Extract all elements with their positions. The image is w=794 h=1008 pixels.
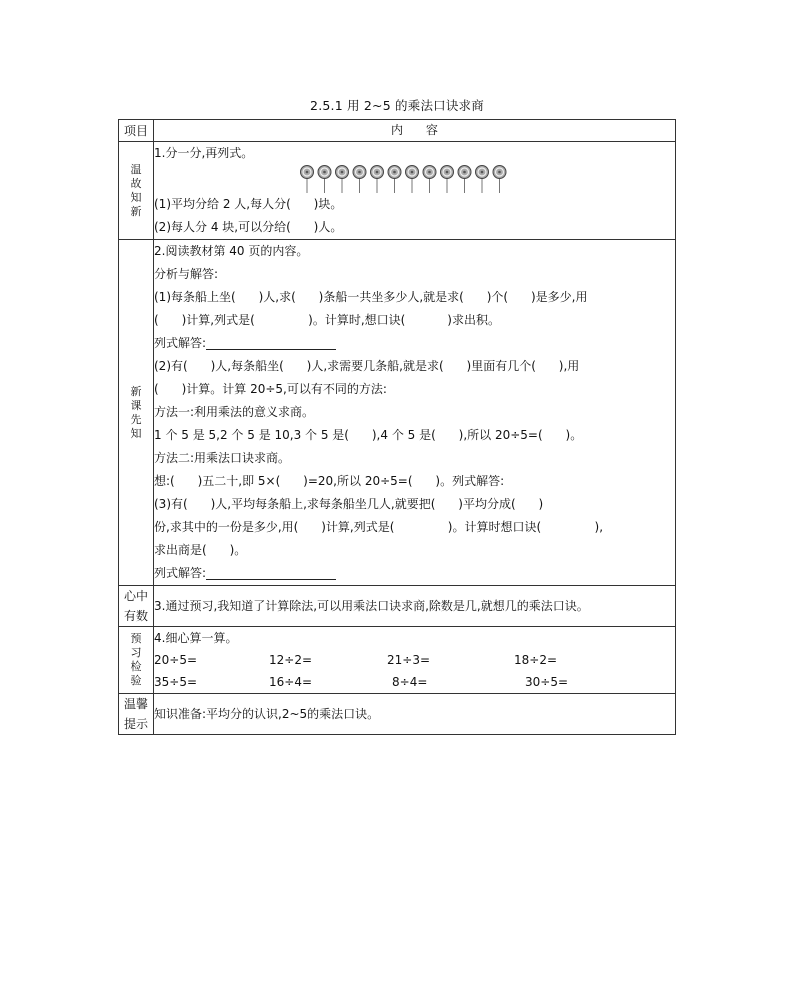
lollipop-icon (336, 166, 349, 194)
row-summary-label: 心中 有数 (123, 589, 148, 623)
row-check-label: 预 习 检 验 (130, 632, 142, 687)
row-review-content (154, 142, 676, 240)
header-item-cell (119, 120, 154, 142)
review-question-2: (2)每人分 4 块,可以分给( )人。 (154, 220, 343, 234)
row-preview-content (154, 240, 676, 586)
preview-line: (1)每条船上坐( )人,求( )条船一共坐多少人,就是求( )个( )是多少,用 (154, 290, 588, 304)
lollipop-icon (371, 166, 384, 194)
page-title: 2.5.1 用 2~5 的乘法口诀求商 (310, 98, 484, 113)
row-tip-label-cell (119, 694, 154, 735)
row-check-content (154, 627, 676, 694)
lollipop-icon (301, 166, 314, 194)
preview-line: 方法二:用乘法口诀求商。 (154, 451, 291, 465)
header-content-cell (154, 120, 676, 142)
preview-line: 想:( )五二十,即 5×( )=20,所以 20÷5=( )。列式解答: (154, 474, 505, 488)
worksheet-table (118, 119, 676, 735)
row-summary (119, 586, 676, 627)
row-tip-label: 温馨 提示 (123, 697, 148, 731)
tip-text: 知识准备:平均分的认识,2~5的乘法口诀。 (154, 706, 380, 721)
answer-line-2: 列式解答: (154, 562, 675, 585)
row-review (119, 142, 676, 240)
check-heading: 4.细心算一算。 (154, 631, 238, 645)
row-summary-content (154, 586, 676, 627)
row-summary-label-cell (119, 586, 154, 627)
answer-underline[interactable] (206, 565, 336, 580)
preview-line: (2)有( )人,每条船坐( )人,求需要几条船,就是求( )里面有几个( ),用 (154, 359, 580, 373)
lollipop-icon (493, 166, 506, 194)
preview-line: 1 个 5 是 5,2 个 5 是 10,3 个 5 是( ),4 个 5 是( ),所以 20÷5=( )。 (154, 428, 583, 442)
preview-line: 分析与解答: (154, 267, 219, 281)
row-preview (119, 240, 676, 586)
preview-line: 方法一:利用乘法的意义求商。 (154, 405, 315, 419)
row-tip (119, 694, 676, 735)
lollipop-icon (388, 166, 401, 194)
calc-item: 35÷5= (154, 675, 198, 689)
calc-item: 16÷4= (269, 675, 313, 689)
preview-line: 份,求其中的一份是多少,用( )计算,列式是( )。计算时想口诀( ), (154, 520, 604, 534)
review-question-1: (1)平均分给 2 人,每人分( )块。 (154, 197, 343, 211)
lollipop-icon (423, 166, 436, 194)
calc-item: 12÷2= (269, 653, 313, 667)
calc-row-b (154, 671, 675, 693)
calc-item: 30÷5= (525, 675, 569, 689)
summary-text: 3.通过预习,我知道了计算除法,可以用乘法口诀求商,除数是几,就想几的乘法口诀。 (154, 598, 589, 613)
preview-line: 2.阅读教材第 40 页的内容。 (154, 244, 309, 258)
calc-item: 21÷3= (387, 653, 431, 667)
calc-item: 8÷4= (392, 675, 428, 689)
header-row (119, 120, 676, 142)
calc-item: 20÷5= (154, 653, 198, 667)
row-review-label: 温 故 知 新 (130, 162, 142, 218)
row-preview-label: 新 课 先 知 (130, 384, 142, 440)
calc-row-a (154, 649, 675, 671)
preview-line: ( )计算,列式是( )。计算时,想口诀( )求出积。 (154, 313, 500, 327)
answer-line-1: 列式解答: (154, 332, 675, 355)
lollipop-illustration (154, 165, 675, 193)
header-item-label: 项目 (123, 123, 148, 138)
lollipop-icon (458, 166, 471, 194)
answer-underline[interactable] (206, 335, 336, 350)
preview-line: (3)有( )人,平均每条船上,求每条船坐几人,就要把( )平均分成( ) (154, 497, 544, 511)
calc-item: 18÷2= (514, 653, 558, 667)
preview-line: 求出商是( )。 (154, 543, 247, 557)
header-content-label: 内 容 (391, 123, 438, 137)
row-review-label-cell (119, 142, 154, 240)
row-tip-content (154, 694, 676, 735)
review-heading: 1.分一分,再列式。 (154, 146, 254, 160)
row-preview-label-cell (119, 240, 154, 586)
lollipop-icon (406, 166, 419, 194)
row-check-label-cell (119, 627, 154, 694)
preview-line: ( )计算。计算 20÷5,可以有不同的方法: (154, 382, 387, 396)
lollipop-row-image (299, 165, 519, 193)
lollipop-icon (353, 166, 366, 194)
lollipop-icon (441, 166, 454, 194)
row-check (119, 627, 676, 694)
lollipop-icon (476, 166, 489, 194)
lollipop-icon (318, 166, 331, 194)
